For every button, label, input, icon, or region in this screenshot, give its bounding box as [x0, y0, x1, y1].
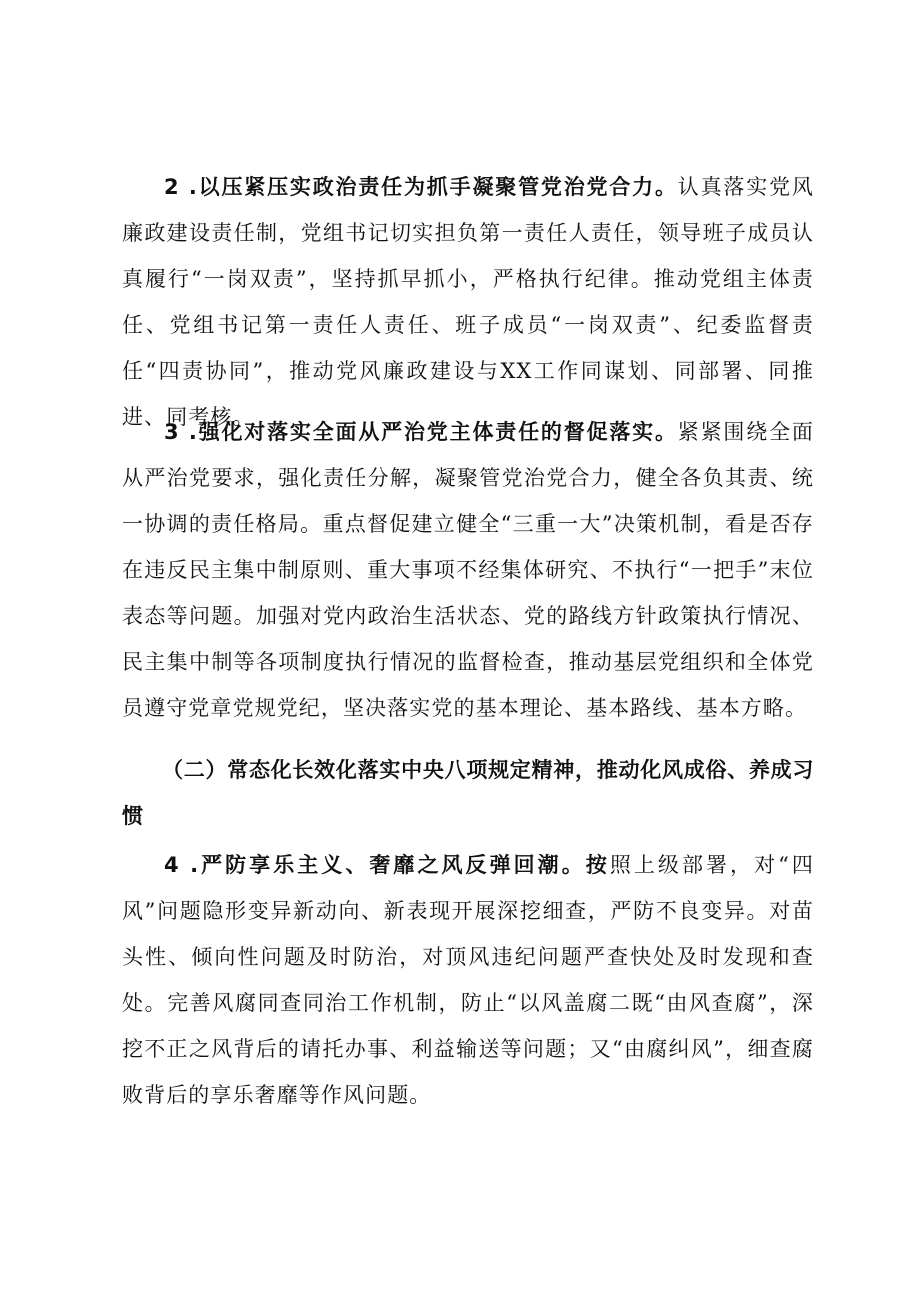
item-3-body: 紧紧围绕全面从严治党要求，强化责任分解，凝聚管党治党合力，健全各负其责、统一协调的责任格局。重点督促建立健全“三重一大”决策机制，看是否存在违反民主集中制原则、重大事项不经集体研究、不执行“一把手”末位表态等问题。加强对党内政治生活状态、党的路线方针政策执行情况、民主集中制等各项制度执行情况的监督检查，推动基层党组织和全体党员遵守党章党规党纪，坚决落实党的基本理论、基本路线、基本方略。 [122, 420, 814, 720]
paragraph-item-2 [122, 164, 814, 440]
item-2-lead: 2 .以压紧压实政治责任为抓手凝聚管党治党合力。 [164, 175, 678, 199]
item-3-lead: 3 .强化对落实全面从严治党主体责任的督促落实。 [164, 420, 678, 444]
paragraph-item-4 [122, 842, 814, 1118]
paragraph-item-3 [122, 409, 814, 731]
item-2-body: 认真落实党风廉政建设责任制，党组书记切实担负第一责任人责任，领导班子成员认真履行“一岗双责”，坚持抓早抓小，严格执行纪律。推动党组主体责任、党组书记第一责任人责任、班子成员“一岗双责”、纪委监督责任“四责协同”，推动党风廉政建设与XX工作同谋划、同部署、同推进、同考核。 [122, 175, 814, 429]
section-2-heading: （二）常态化长效化落实中央八项规定精神，推动化风成俗、养成习惯 [122, 758, 814, 828]
item-4-body: 照上级部署，对“四风”问题隐形变异新动向、新表现开展深挖细查，严防不良变异。对苗头性、倾向性问题及时防治，对顶风违纪问题严查快处及时发现和查处。完善风腐同查同治工作机制，防止“以风盖腐二既“由风查腐”，深挖不正之风背后的请托办事、利益输送等问题；又“由腐纠风”，细查腐败背后的享乐奢靡等作风问题。 [122, 853, 814, 1107]
item-4-lead: 4 .严防享乐主义、奢靡之风反弹回潮。按 [164, 853, 610, 877]
